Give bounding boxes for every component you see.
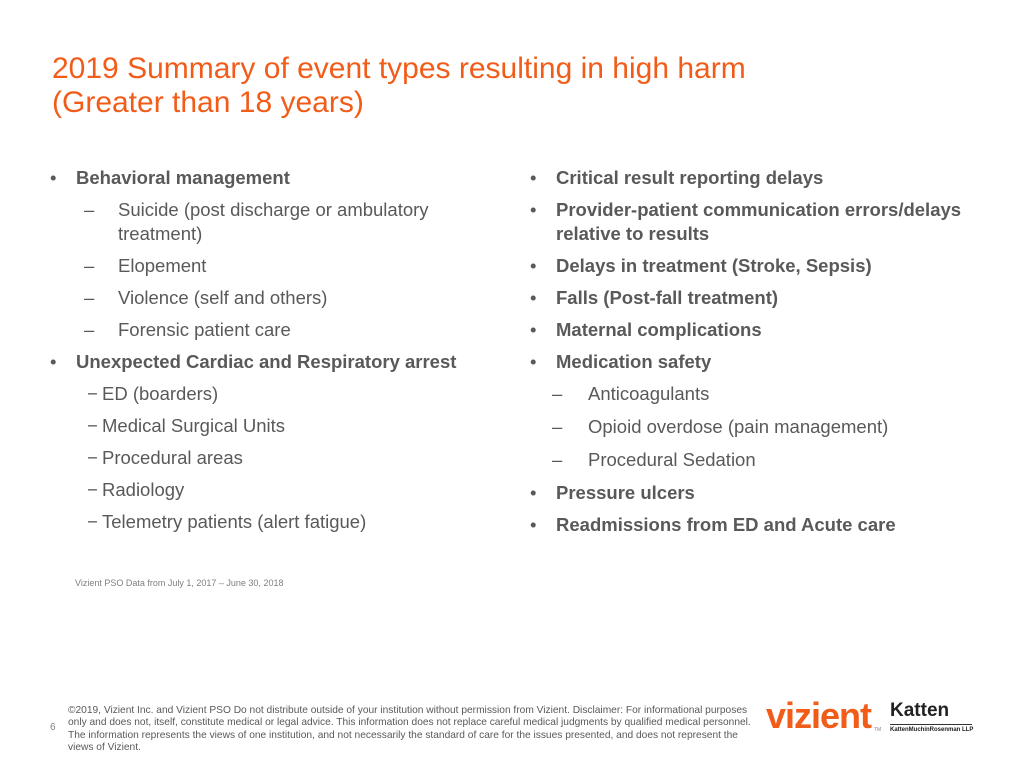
- list-item: [50, 510, 500, 534]
- bullet-marker: •: [50, 351, 57, 372]
- katten-logo: [890, 700, 972, 733]
- dash-marker: −: [87, 447, 98, 468]
- item-text: Medication safety: [556, 351, 712, 372]
- item-text: Maternal complications: [556, 319, 762, 340]
- list-item: [530, 415, 1000, 439]
- list-item: [50, 382, 500, 406]
- title-line-2: (Greater than 18 years): [52, 86, 364, 119]
- item-text: Violence (self and others): [118, 287, 328, 308]
- dash-marker: −: [87, 415, 98, 436]
- list-item: [50, 318, 500, 342]
- item-text: Procedural Sedation: [588, 449, 756, 470]
- katten-logo-subtitle: KattenMuchinRosenman LLP: [890, 727, 974, 733]
- list-item: [50, 478, 500, 502]
- item-text: Forensic patient care: [118, 319, 291, 340]
- item-text: Opioid overdose (pain management): [588, 416, 889, 437]
- item-text: Delays in treatment (Stroke, Sepsis): [556, 255, 872, 276]
- katten-logo-name: Katten: [890, 700, 950, 721]
- bullet-marker: •: [530, 255, 537, 276]
- slide-title: [52, 52, 952, 120]
- vizient-logo: vizient: [766, 695, 872, 736]
- item-text: Elopement: [118, 255, 207, 276]
- list-item: [50, 166, 500, 190]
- list-item: [530, 318, 1000, 342]
- disclaimer-text: ©2019, Vizient Inc. and Vizient PSO Do not distribute outside of your institution without permission from Vizient. Disclaimer: For informational purposes only and does not, itself, constitute medical or legal advice. This information does not replace careful medical judgments by qualified medical personnel. The information represents the views of one institution, and not necessarily the standard of care for the issues presented, and does not represent the views of Vizient.: [68, 705, 751, 754]
- list-item: [530, 448, 1000, 472]
- item-text: Behavioral management: [76, 167, 290, 188]
- list-item: [50, 286, 500, 310]
- list-item: [530, 382, 1000, 406]
- list-item: [530, 198, 1000, 246]
- dash-marker: –: [84, 255, 95, 276]
- item-text: Medical Surgical Units: [102, 415, 286, 436]
- bullet-marker: •: [530, 482, 537, 503]
- list-item: [50, 350, 500, 374]
- dash-marker: –: [552, 449, 563, 470]
- list-item: [530, 513, 1000, 537]
- item-text: Readmissions from ED and Acute care: [556, 514, 896, 535]
- dash-marker: –: [84, 319, 95, 340]
- list-item: [530, 481, 1000, 505]
- item-text: Telemetry patients (alert fatigue): [102, 511, 367, 532]
- bullet-marker: •: [530, 351, 537, 372]
- item-text: Pressure ulcers: [556, 482, 695, 503]
- right-column: [530, 166, 1000, 545]
- item-text: Critical result reporting delays: [556, 167, 824, 188]
- dash-marker: –: [552, 416, 563, 437]
- list-item: [50, 198, 500, 246]
- item-text: Provider-patient communication errors/delays relative to results: [556, 199, 962, 244]
- katten-logo-divider: [890, 724, 972, 725]
- item-text: Falls (Post-fall treatment): [556, 287, 779, 308]
- item-text: Radiology: [102, 479, 185, 500]
- list-item: [530, 254, 1000, 278]
- list-item: [530, 166, 1000, 190]
- dash-marker: –: [552, 383, 563, 404]
- bullet-marker: •: [530, 199, 537, 220]
- page-number: 6: [50, 722, 56, 733]
- list-item: [530, 286, 1000, 310]
- list-item: [50, 446, 500, 470]
- item-text: Suicide (post discharge or ambulatory treatment): [118, 199, 429, 244]
- left-column: [50, 166, 500, 542]
- dash-marker: –: [84, 287, 95, 308]
- list-item: [530, 350, 1000, 374]
- item-text: Procedural areas: [102, 447, 243, 468]
- bullet-marker: •: [530, 167, 537, 188]
- list-item: [50, 254, 500, 278]
- item-text: ED (boarders): [102, 383, 219, 404]
- bullet-marker: •: [530, 319, 537, 340]
- bullet-marker: •: [530, 514, 537, 535]
- trademark-mark: TM: [874, 727, 882, 733]
- dash-marker: –: [84, 199, 95, 220]
- bullet-marker: •: [530, 287, 537, 308]
- item-text: Unexpected Cardiac and Respiratory arrest: [76, 351, 457, 372]
- source-note: Vizient PSO Data from July 1, 2017 – June 30, 2018: [75, 578, 284, 588]
- dash-marker: −: [87, 383, 98, 404]
- dash-marker: −: [87, 479, 98, 500]
- bullet-marker: •: [50, 167, 57, 188]
- list-item: [50, 414, 500, 438]
- item-text: Anticoagulants: [588, 383, 710, 404]
- dash-marker: −: [87, 511, 98, 532]
- title-line-1: 2019 Summary of event types resulting in high harm: [52, 52, 746, 85]
